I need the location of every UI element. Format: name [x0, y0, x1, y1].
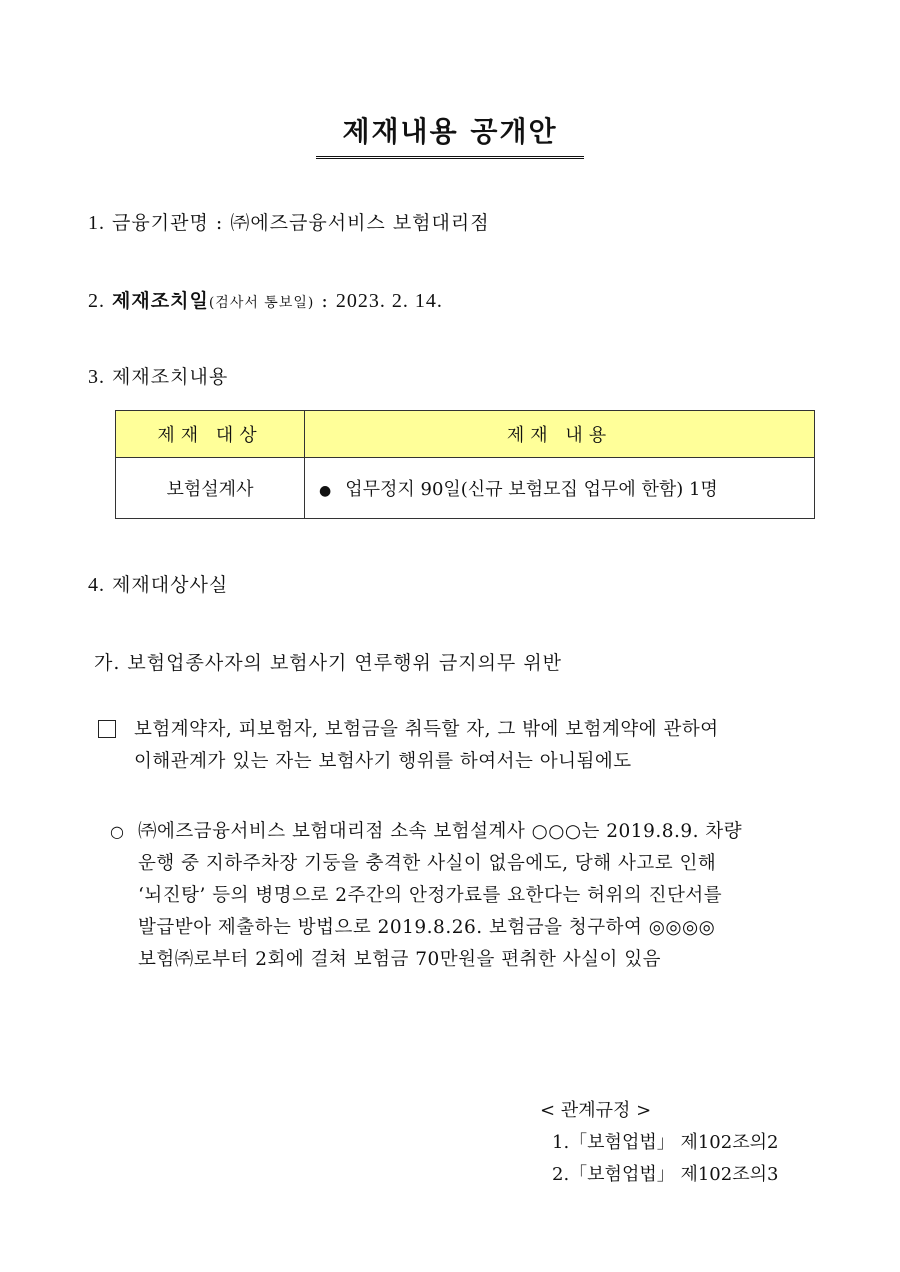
section-4-label: 제재대상사실	[112, 574, 229, 596]
section-1-separator: :	[208, 212, 231, 234]
box-paragraph-line: 이해관계가 있는 자는 보험사기 행위를 하여서는 아니됨에도	[134, 751, 632, 772]
regulations-title: < 관계규정 >	[540, 1100, 652, 1121]
table-row	[116, 458, 815, 519]
section-3-number: 3.	[88, 366, 105, 388]
circle-paragraph-line: 운행 중 지하주차장 기둥을 충격한 사실이 없음에도, 당해 사고로 인해	[138, 853, 717, 874]
circle-paragraph-line: 발급받아 제출하는 방법으로 2019.8.26. 보험금을 청구하여 ◎◎◎◎	[138, 917, 716, 938]
section-3	[88, 362, 228, 389]
section-4	[88, 570, 228, 597]
sanction-table	[115, 410, 815, 519]
section-4-number: 4.	[88, 574, 105, 596]
bullet-icon: ●	[319, 483, 332, 499]
document-title: 제재내용 공개안	[316, 110, 584, 159]
circle-paragraph-line: 보험㈜로부터 2회에 걸쳐 보험금 70만원을 편취한 사실이 있음	[138, 949, 662, 970]
circle-paragraph-line: ㈜에즈금융서비스 보험대리점 소속 보험설계사 ○○○는 2019.8.9. 차량	[138, 821, 743, 842]
header-target: 제재 대상	[116, 411, 305, 458]
box-paragraph-line: 보험계약자, 피보험자, 보험금을 취득할 자, 그 밖에 보험계약에 관하여	[134, 719, 719, 740]
section-2-label: 제재조치일	[112, 290, 209, 312]
regulation-item: 2.「보험업법」 제102조의3	[552, 1164, 779, 1185]
table-header-row	[116, 411, 815, 458]
cell-target: 보험설계사	[116, 458, 305, 519]
cell-content-text: 업무정지 90일(신규 보험모집 업무에 한함) 1명	[345, 479, 718, 500]
box-paragraph	[134, 714, 719, 778]
section-3-label: 제재조치내용	[112, 366, 229, 388]
institution-name: ㈜에즈금융서비스 보험대리점	[230, 212, 490, 234]
header-content: 제재 내용	[305, 411, 815, 458]
sanction-date: 2023. 2. 14.	[335, 290, 443, 312]
section-1-label: 금융기관명	[112, 212, 209, 234]
section-2-number: 2.	[88, 290, 105, 312]
circle-paragraph-line: ‘뇌진탕’ 등의 병명으로 2주간의 안정가료를 요한다는 허위의 진단서를	[138, 885, 723, 906]
regulations	[540, 1095, 778, 1191]
violation-subheading: 가. 보험업종사자의 보험사기 연루행위 금지의무 위반	[94, 652, 563, 674]
circle-paragraph	[138, 816, 742, 976]
section-2	[88, 286, 443, 313]
section-2-note: (검사서 통보일)	[208, 295, 315, 311]
regulation-item: 1.「보험업법」 제102조의2	[552, 1132, 779, 1153]
section-1-number: 1.	[88, 212, 105, 234]
section-2-separator: :	[314, 290, 336, 312]
cell-content	[305, 458, 815, 519]
circle-bullet-icon: ○	[110, 822, 124, 841]
section-1	[88, 208, 490, 235]
checkbox-icon	[98, 720, 116, 741]
